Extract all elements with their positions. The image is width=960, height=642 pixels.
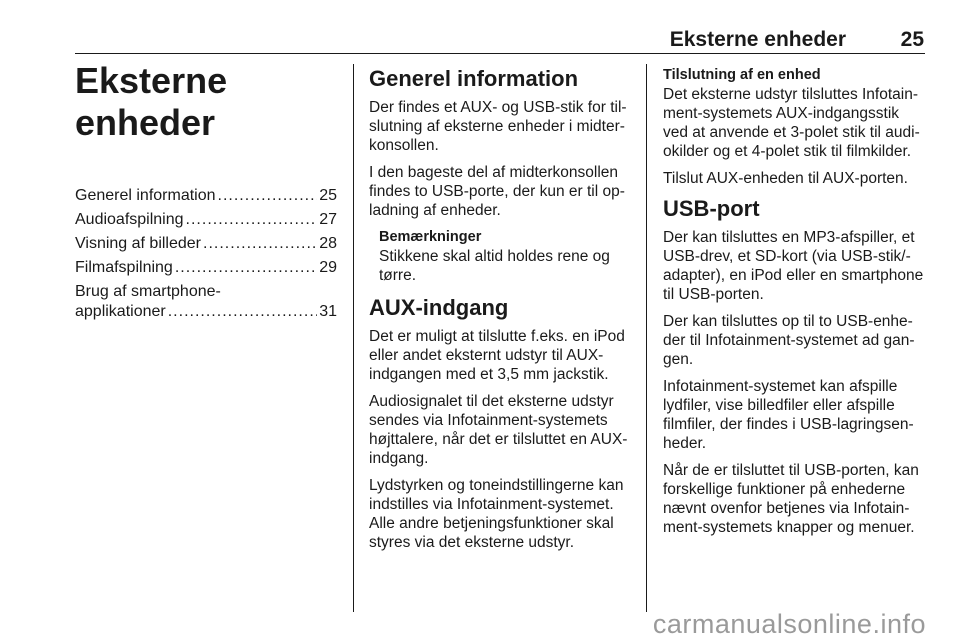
toc-page: 27 <box>319 211 337 228</box>
section-heading: USB-port <box>663 196 760 221</box>
toc-label: applikationer <box>75 303 166 320</box>
toc-leader <box>203 234 317 254</box>
paragraph: Der findes et AUX- og USB-stik for tilslutning af eksterne enheder i midterkonsollen. <box>369 99 627 154</box>
column-divider <box>646 64 647 612</box>
paragraph: Der kan tilsluttes op til to USB-enheder til Infotainment-systemet ad gangen. <box>663 313 915 368</box>
paragraph: Tilslut AUX-enheden til AUX-porten. <box>663 170 908 187</box>
toc-label: Brug af smartphone- <box>75 283 221 300</box>
toc-label: Generel information <box>75 187 216 204</box>
content-column-3 <box>663 60 925 545</box>
column-divider <box>353 64 354 612</box>
paragraph: Infotainment-systemet kan afspille lydfiler, vise billedfiler eller afspille filmfiler, der findes i USB-lagringsenheder. <box>663 378 914 452</box>
header-rule <box>75 53 925 54</box>
toc-entry[interactable] <box>75 210 337 230</box>
running-header-title: Eksterne enheder <box>669 28 846 51</box>
toc-entry[interactable] <box>75 258 337 278</box>
toc-entry[interactable] <box>75 186 337 206</box>
toc-label: Audioafspilning <box>75 211 184 228</box>
toc-page: 31 <box>319 303 337 320</box>
paragraph: Det eksterne udstyr tilsluttes Infotainment-systemets AUX-indgangsstik ved at anvende et 3-polet stik til audiokilder og et 4-polet stik til filmkilder. <box>663 86 920 160</box>
note-text: Stikkene skal altid holdes rene og tørre. <box>379 248 610 284</box>
subsection-heading: Tilslutning af en enhed <box>663 67 821 83</box>
note-box <box>369 228 633 285</box>
section-heading: Generel information <box>369 66 579 91</box>
section-heading: AUX-indgang <box>369 295 509 320</box>
toc-entry[interactable] <box>75 234 337 254</box>
paragraph: I den bageste del af midterkonsollen findes to USB-porte, der kun er til opladning af enheder. <box>369 164 625 219</box>
toc-entry[interactable] <box>75 282 337 322</box>
toc-page: 29 <box>319 259 337 276</box>
toc-page: 25 <box>319 187 337 204</box>
note-title: Bemærkninger <box>379 229 482 245</box>
paragraph: Når de er tilsluttet til USB-porten, kan forskellige funktioner på enhederne nævnt ovenfor betjenes via Infotainment-systemets knapper og menuer. <box>663 462 919 536</box>
toc-label: Filmafspilning <box>75 259 173 276</box>
chapter-toc-column <box>75 60 337 326</box>
toc-leader <box>186 210 318 230</box>
page-number: 25 <box>900 28 924 51</box>
toc-label: Visning af billeder <box>75 235 202 252</box>
paragraph: Der kan tilsluttes en MP3-afspiller, et USB-drev, et SD-kort (via USB-stik/-adapter), en iPod eller en smartphone til USB-porten. <box>663 229 924 303</box>
content-column-2 <box>369 60 633 560</box>
paragraph: Audiosignalet til det eksterne udstyr sendes via Infotainment-systemets højttalere, når det er tilsluttet en AUX-indgang. <box>369 393 628 467</box>
watermark-text: carmanualsonline.info <box>652 609 926 639</box>
paragraph: Det er muligt at tilslutte f.eks. en iPod eller andet eksternt udstyr til AUX-indgangen med et 3,5 mm jackstik. <box>369 328 625 383</box>
chapter-title: Eksterne enheder <box>75 60 228 143</box>
toc-leader <box>218 186 318 206</box>
paragraph: Lydstyrken og toneindstillingerne kan indstilles via Infotainment-systemet. Alle andre betjeningsfunktioner skal styres via det eksterne udstyr. <box>369 477 624 551</box>
toc-page: 28 <box>319 235 337 252</box>
toc-leader <box>175 258 317 278</box>
toc-leader <box>168 302 317 322</box>
